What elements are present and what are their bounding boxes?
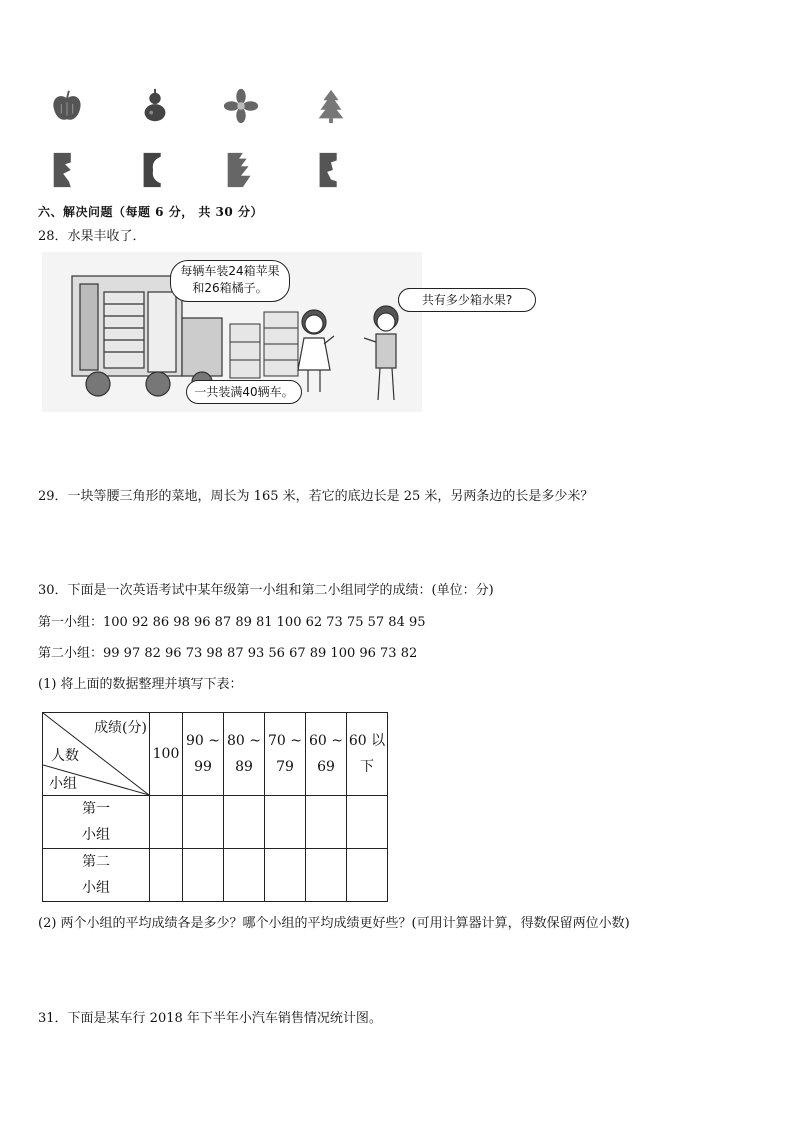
- row-label-group2: [43, 849, 150, 902]
- group1-scores: 第一小组：100 92 86 98 96 87 89 81 100 62 73 75 57 84 95: [38, 615, 426, 630]
- score-table: [42, 712, 388, 902]
- half-shape-3-icon: [222, 150, 260, 190]
- header-below-60-line2: 下: [360, 759, 374, 775]
- header-80-89-line1: 80 ~: [227, 733, 261, 749]
- speech-bubble-boy-text: 共有多少箱水果?: [421, 293, 513, 307]
- question-30: 30．下面是一次英语考试中某年级第一小组和第二小组同学的成绩：(单位：分): [38, 583, 494, 598]
- answer-cell[interactable]: [347, 796, 388, 849]
- header-80-89: [224, 713, 265, 796]
- question-30-part1: (1) 将上面的数据整理并填写下表：: [38, 677, 243, 692]
- question-28: 28．水果丰收了．: [38, 229, 146, 244]
- diag-label-score: 成绩(分): [94, 720, 147, 736]
- header-90-99: [183, 713, 224, 796]
- flower-shape-icon: [222, 86, 260, 126]
- speech-bubble-girl: [186, 380, 302, 404]
- speech-bubble-truck-text: 每辆车装24箱苹果 和26箱橘子。: [180, 264, 280, 295]
- answer-cell[interactable]: [347, 849, 388, 902]
- group2-scores: 第二小组：99 97 82 96 73 98 87 93 56 67 89 100 96 73 82: [38, 646, 418, 661]
- table-header-row: [43, 713, 388, 796]
- section-title: 六、解决问题（每题 6 分， 共 30 分）: [38, 205, 263, 219]
- row-label-group2-line1: 第二: [82, 854, 110, 870]
- table-row: [43, 849, 388, 902]
- answer-cell[interactable]: [265, 849, 306, 902]
- row-label-group2-line2: 小组: [82, 880, 110, 896]
- row-label-group1: [43, 796, 150, 849]
- speech-bubble-boy-text-box: [398, 288, 536, 312]
- question-29: 29．一块等腰三角形的菜地，周长为 165 米，若它的底边长是 25 米，另两条边的长是多少米？: [38, 489, 594, 504]
- answer-cell[interactable]: [224, 849, 265, 902]
- half-shape-4-icon: [312, 150, 350, 190]
- question-30-part2: (2) 两个小组的平均成绩各是多少？哪个小组的平均成绩更好些？(可用计算器计算，得数保留两位小数): [38, 916, 630, 931]
- apple-shape-icon: [48, 86, 86, 126]
- tree-shape-icon: [312, 86, 350, 126]
- answer-cell[interactable]: [150, 796, 183, 849]
- speech-bubble-girl-text: 一共装满40辆车。: [194, 385, 294, 399]
- speech-bubble-truck: [170, 260, 290, 302]
- header-70-79: [265, 713, 306, 796]
- header-60-69: [306, 713, 347, 796]
- answer-cell[interactable]: [306, 849, 347, 902]
- diagonal-header-cell: [43, 713, 150, 796]
- row-label-group1-line1: 第一: [82, 801, 110, 817]
- question-31: 31．下面是某车行 2018 年下半年小汽车销售情况统计图。: [38, 1011, 382, 1026]
- answer-cell[interactable]: [224, 796, 265, 849]
- answer-cell[interactable]: [183, 849, 224, 902]
- answer-cell[interactable]: [150, 849, 183, 902]
- header-below-60-line1: 60 以: [348, 733, 386, 749]
- header-60-69-line2: 69: [317, 759, 335, 775]
- header-60-69-line1: 60 ~: [309, 733, 343, 749]
- answer-cell[interactable]: [183, 796, 224, 849]
- half-shape-1-icon: [48, 150, 86, 190]
- header-100: [150, 713, 183, 796]
- header-80-89-line2: 89: [235, 759, 253, 775]
- diag-label-group: 小组: [49, 776, 77, 792]
- header-below-60: [347, 713, 388, 796]
- diag-label-count: 人数: [51, 748, 79, 764]
- header-70-79-line1: 70 ~: [268, 733, 302, 749]
- header-90-99-line2: 99: [194, 759, 212, 775]
- header-100-text: 100: [152, 746, 180, 762]
- half-shape-2-icon: [136, 150, 174, 190]
- table-row: [43, 796, 388, 849]
- fruit-harvest-illustration: [42, 252, 422, 412]
- header-70-79-line2: 79: [276, 759, 294, 775]
- answer-cell[interactable]: [265, 796, 306, 849]
- row-label-group1-line2: 小组: [82, 827, 110, 843]
- gourd-shape-icon: [136, 86, 174, 126]
- answer-cell[interactable]: [306, 796, 347, 849]
- header-90-99-line1: 90 ~: [186, 733, 220, 749]
